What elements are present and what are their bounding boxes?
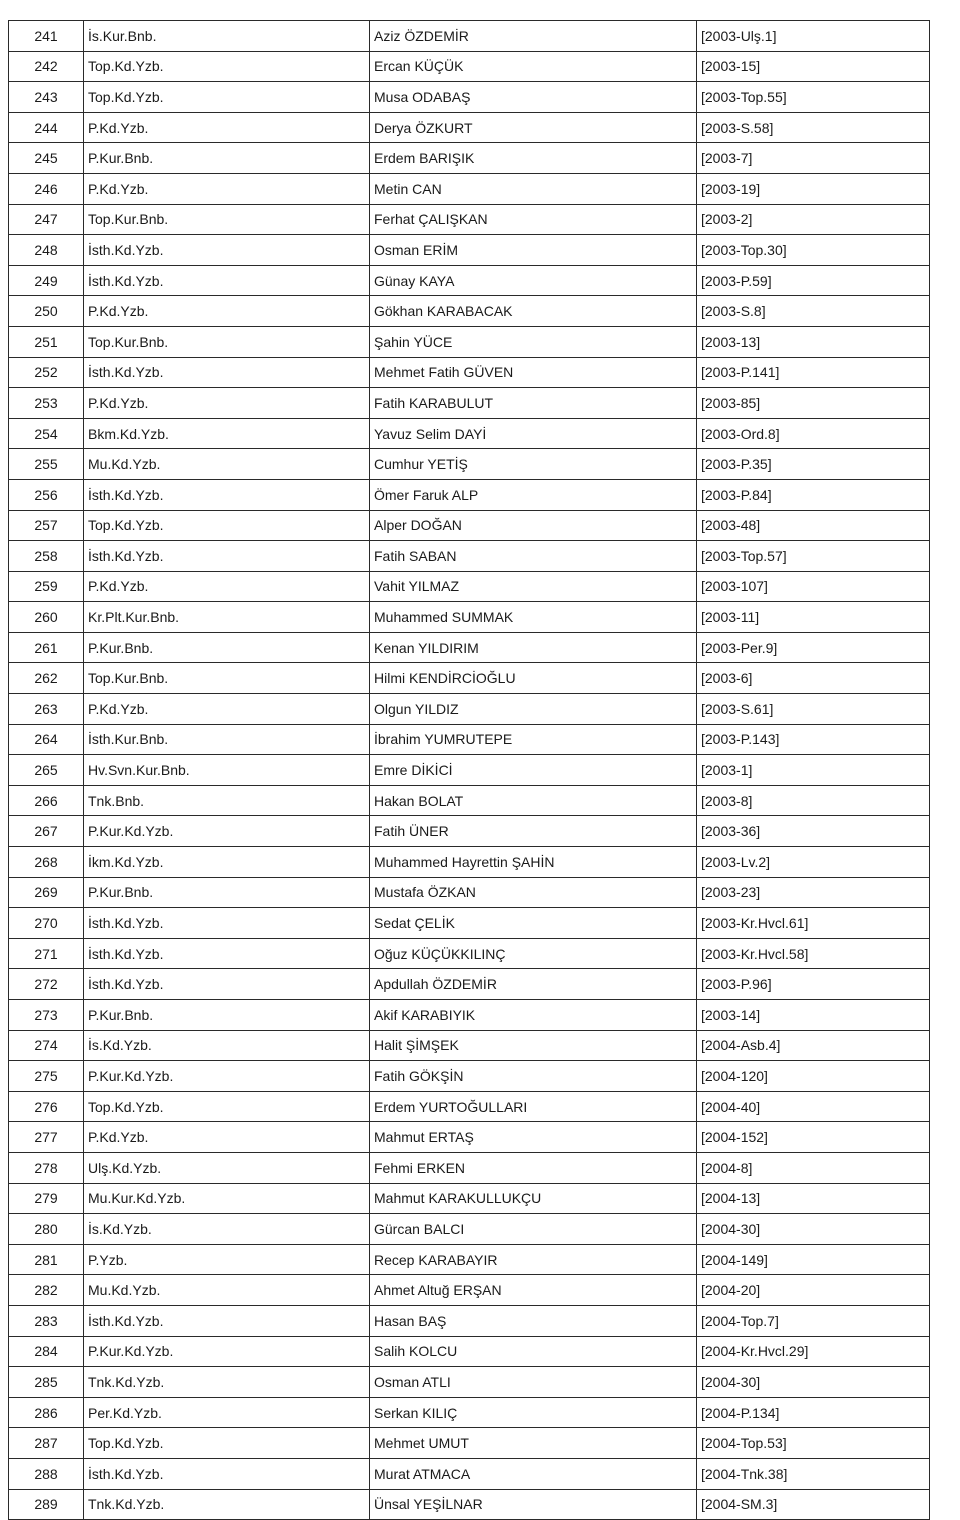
code-cell: [2003-S.61] <box>697 694 930 725</box>
rank-cell: İsth.Kd.Yzb. <box>84 235 370 266</box>
table-row <box>9 724 930 755</box>
rank-cell: İs.Kur.Bnb. <box>84 21 370 52</box>
code-cell: [2003-S.58] <box>697 112 930 143</box>
row-number-cell: 250 <box>9 296 84 327</box>
row-number-cell: 283 <box>9 1305 84 1336</box>
code-cell: [2004-30] <box>697 1367 930 1398</box>
rank-cell: P.Kur.Kd.Yzb. <box>84 1061 370 1092</box>
row-number-cell: 247 <box>9 204 84 235</box>
table-row <box>9 755 930 786</box>
table-row <box>9 112 930 143</box>
row-number-cell: 243 <box>9 82 84 113</box>
name-cell: Fatih KARABULUT <box>370 388 697 419</box>
row-number-cell: 244 <box>9 112 84 143</box>
row-number-cell: 275 <box>9 1061 84 1092</box>
row-number-cell: 282 <box>9 1275 84 1306</box>
name-cell: Fehmi ERKEN <box>370 1152 697 1183</box>
row-number-cell: 257 <box>9 510 84 541</box>
rank-cell: Top.Kd.Yzb. <box>84 51 370 82</box>
row-number-cell: 248 <box>9 235 84 266</box>
rank-cell: P.Kur.Bnb. <box>84 877 370 908</box>
table-row <box>9 21 930 52</box>
code-cell: [2003-Lv.2] <box>697 847 930 878</box>
row-number-cell: 280 <box>9 1214 84 1245</box>
row-number-cell: 260 <box>9 602 84 633</box>
rank-cell: Top.Kd.Yzb. <box>84 82 370 113</box>
name-cell: Osman ERİM <box>370 235 697 266</box>
row-number-cell: 263 <box>9 694 84 725</box>
name-cell: Alper DOĞAN <box>370 510 697 541</box>
table-row <box>9 265 930 296</box>
name-cell: Erdem BARIŞIK <box>370 143 697 174</box>
row-number-cell: 268 <box>9 847 84 878</box>
code-cell: [2003-15] <box>697 51 930 82</box>
rank-cell: İsth.Kd.Yzb. <box>84 969 370 1000</box>
code-cell: [2004-40] <box>697 1091 930 1122</box>
table-row <box>9 541 930 572</box>
rank-cell: P.Kd.Yzb. <box>84 388 370 419</box>
code-cell: [2003-Top.30] <box>697 235 930 266</box>
table-row <box>9 1030 930 1061</box>
name-cell: Akif KARABIYIK <box>370 1000 697 1031</box>
name-cell: Emre DİKİCİ <box>370 755 697 786</box>
name-cell: Ahmet Altuğ ERŞAN <box>370 1275 697 1306</box>
table-row <box>9 1244 930 1275</box>
table-row <box>9 418 930 449</box>
code-cell: [2003-23] <box>697 877 930 908</box>
rank-cell: İsth.Kd.Yzb. <box>84 908 370 939</box>
rank-cell: P.Kd.Yzb. <box>84 296 370 327</box>
table-row <box>9 1061 930 1092</box>
table-row <box>9 1336 930 1367</box>
name-cell: Fatih GÖKŞİN <box>370 1061 697 1092</box>
rank-cell: Top.Kd.Yzb. <box>84 1091 370 1122</box>
table-row <box>9 235 930 266</box>
code-cell: [2003-36] <box>697 816 930 847</box>
rank-cell: Top.Kur.Bnb. <box>84 204 370 235</box>
code-cell: [2003-Top.55] <box>697 82 930 113</box>
rank-cell: P.Kd.Yzb. <box>84 1122 370 1153</box>
row-number-cell: 279 <box>9 1183 84 1214</box>
name-cell: Apdullah ÖZDEMİR <box>370 969 697 1000</box>
rank-cell: P.Kd.Yzb. <box>84 173 370 204</box>
name-cell: Kenan YILDIRIM <box>370 632 697 663</box>
code-cell: [2003-11] <box>697 602 930 633</box>
name-cell: Recep KARABAYIR <box>370 1244 697 1275</box>
row-number-cell: 272 <box>9 969 84 1000</box>
name-cell: Muhammed Hayrettin ŞAHİN <box>370 847 697 878</box>
rank-cell: Top.Kd.Yzb. <box>84 1428 370 1459</box>
code-cell: [2003-107] <box>697 571 930 602</box>
code-cell: [2003-48] <box>697 510 930 541</box>
code-cell: [2004-SM.3] <box>697 1489 930 1520</box>
rank-cell: İsth.Kd.Yzb. <box>84 541 370 572</box>
name-cell: Halit ŞİMŞEK <box>370 1030 697 1061</box>
name-cell: Hakan BOLAT <box>370 785 697 816</box>
rank-cell: P.Kur.Bnb. <box>84 632 370 663</box>
code-cell: [2004-P.134] <box>697 1397 930 1428</box>
rank-cell: İkm.Kd.Yzb. <box>84 847 370 878</box>
code-cell: [2003-P.141] <box>697 357 930 388</box>
rank-cell: P.Kd.Yzb. <box>84 694 370 725</box>
code-cell: [2003-2] <box>697 204 930 235</box>
table-row <box>9 326 930 357</box>
table-row <box>9 1367 930 1398</box>
rank-cell: İs.Kd.Yzb. <box>84 1030 370 1061</box>
table-row <box>9 694 930 725</box>
table-row <box>9 1428 930 1459</box>
code-cell: [2003-P.59] <box>697 265 930 296</box>
row-number-cell: 246 <box>9 173 84 204</box>
name-cell: Gökhan KARABACAK <box>370 296 697 327</box>
row-number-cell: 265 <box>9 755 84 786</box>
table-row <box>9 296 930 327</box>
row-number-cell: 264 <box>9 724 84 755</box>
table-row <box>9 1275 930 1306</box>
row-number-cell: 269 <box>9 877 84 908</box>
table-row <box>9 571 930 602</box>
rank-cell: İsth.Kd.Yzb. <box>84 1458 370 1489</box>
table-row <box>9 1214 930 1245</box>
row-number-cell: 286 <box>9 1397 84 1428</box>
code-cell: [2004-Kr.Hvcl.29] <box>697 1336 930 1367</box>
table-row <box>9 877 930 908</box>
rank-cell: Mu.Kur.Kd.Yzb. <box>84 1183 370 1214</box>
table-row <box>9 1183 930 1214</box>
code-cell: [2003-P.84] <box>697 479 930 510</box>
name-cell: Cumhur YETİŞ <box>370 449 697 480</box>
rank-cell: Top.Kd.Yzb. <box>84 510 370 541</box>
row-number-cell: 252 <box>9 357 84 388</box>
table-row <box>9 1091 930 1122</box>
name-cell: Mustafa ÖZKAN <box>370 877 697 908</box>
rank-cell: İsth.Kd.Yzb. <box>84 479 370 510</box>
table-row <box>9 1000 930 1031</box>
table-row <box>9 969 930 1000</box>
code-cell: [2004-120] <box>697 1061 930 1092</box>
table-row <box>9 479 930 510</box>
row-number-cell: 285 <box>9 1367 84 1398</box>
row-number-cell: 278 <box>9 1152 84 1183</box>
row-number-cell: 284 <box>9 1336 84 1367</box>
table-row <box>9 847 930 878</box>
table-row <box>9 173 930 204</box>
name-cell: Oğuz KÜÇÜKKILINÇ <box>370 938 697 969</box>
code-cell: [2003-Ord.8] <box>697 418 930 449</box>
row-number-cell: 271 <box>9 938 84 969</box>
code-cell: [2003-19] <box>697 173 930 204</box>
name-cell: Muhammed SUMMAK <box>370 602 697 633</box>
code-cell: [2003-7] <box>697 143 930 174</box>
code-cell: [2004-Tnk.38] <box>697 1458 930 1489</box>
rank-cell: P.Kd.Yzb. <box>84 112 370 143</box>
code-cell: [2003-Kr.Hvcl.58] <box>697 938 930 969</box>
code-cell: [2004-149] <box>697 1244 930 1275</box>
table-row <box>9 51 930 82</box>
row-number-cell: 255 <box>9 449 84 480</box>
code-cell: [2004-30] <box>697 1214 930 1245</box>
name-cell: Gürcan BALCI <box>370 1214 697 1245</box>
code-cell: [2003-14] <box>697 1000 930 1031</box>
row-number-cell: 245 <box>9 143 84 174</box>
name-cell: Mehmet Fatih GÜVEN <box>370 357 697 388</box>
code-cell: [2003-Per.9] <box>697 632 930 663</box>
rank-cell: Mu.Kd.Yzb. <box>84 1275 370 1306</box>
name-cell: Serkan KILIÇ <box>370 1397 697 1428</box>
row-number-cell: 277 <box>9 1122 84 1153</box>
table-body <box>9 21 930 1520</box>
table-row <box>9 1489 930 1520</box>
name-cell: Sedat ÇELİK <box>370 908 697 939</box>
rank-cell: Top.Kur.Bnb. <box>84 663 370 694</box>
code-cell: [2003-Ulş.1] <box>697 21 930 52</box>
table-row <box>9 357 930 388</box>
row-number-cell: 274 <box>9 1030 84 1061</box>
code-cell: [2004-Asb.4] <box>697 1030 930 1061</box>
rank-cell: İsth.Kur.Bnb. <box>84 724 370 755</box>
code-cell: [2004-13] <box>697 1183 930 1214</box>
code-cell: [2003-8] <box>697 785 930 816</box>
rank-cell: Mu.Kd.Yzb. <box>84 449 370 480</box>
row-number-cell: 253 <box>9 388 84 419</box>
rank-cell: İsth.Kd.Yzb. <box>84 265 370 296</box>
name-cell: Yavuz Selim DAYİ <box>370 418 697 449</box>
table-row <box>9 663 930 694</box>
table-row <box>9 510 930 541</box>
row-number-cell: 261 <box>9 632 84 663</box>
code-cell: [2004-152] <box>697 1122 930 1153</box>
row-number-cell: 259 <box>9 571 84 602</box>
name-cell: Hilmi KENDİRCİOĞLU <box>370 663 697 694</box>
code-cell: [2004-Top.7] <box>697 1305 930 1336</box>
rank-cell: P.Yzb. <box>84 1244 370 1275</box>
table-row <box>9 1458 930 1489</box>
row-number-cell: 254 <box>9 418 84 449</box>
table-row <box>9 388 930 419</box>
row-number-cell: 289 <box>9 1489 84 1520</box>
code-cell: [2004-20] <box>697 1275 930 1306</box>
name-cell: Ferhat ÇALIŞKAN <box>370 204 697 235</box>
personnel-table <box>8 20 930 1520</box>
name-cell: Olgun YILDIZ <box>370 694 697 725</box>
table-row <box>9 1152 930 1183</box>
table-row <box>9 449 930 480</box>
name-cell: Şahin YÜCE <box>370 326 697 357</box>
row-number-cell: 270 <box>9 908 84 939</box>
table-row <box>9 143 930 174</box>
table-row <box>9 1397 930 1428</box>
name-cell: Salih KOLCU <box>370 1336 697 1367</box>
table-row <box>9 82 930 113</box>
code-cell: [2003-85] <box>697 388 930 419</box>
name-cell: Osman ATLI <box>370 1367 697 1398</box>
rank-cell: Tnk.Kd.Yzb. <box>84 1367 370 1398</box>
row-number-cell: 276 <box>9 1091 84 1122</box>
rank-cell: İsth.Kd.Yzb. <box>84 938 370 969</box>
rank-cell: İs.Kd.Yzb. <box>84 1214 370 1245</box>
row-number-cell: 266 <box>9 785 84 816</box>
name-cell: Musa ODABAŞ <box>370 82 697 113</box>
rank-cell: P.Kur.Kd.Yzb. <box>84 1336 370 1367</box>
name-cell: Erdem YURTOĞULLARI <box>370 1091 697 1122</box>
name-cell: Murat ATMACA <box>370 1458 697 1489</box>
row-number-cell: 281 <box>9 1244 84 1275</box>
rank-cell: Ulş.Kd.Yzb. <box>84 1152 370 1183</box>
row-number-cell: 273 <box>9 1000 84 1031</box>
name-cell: Fatih SABAN <box>370 541 697 572</box>
rank-cell: Kr.Plt.Kur.Bnb. <box>84 602 370 633</box>
document-page <box>8 20 929 1520</box>
table-row <box>9 816 930 847</box>
rank-cell: Bkm.Kd.Yzb. <box>84 418 370 449</box>
name-cell: Mahmut ERTAŞ <box>370 1122 697 1153</box>
rank-cell: İsth.Kd.Yzb. <box>84 357 370 388</box>
table-row <box>9 785 930 816</box>
row-number-cell: 262 <box>9 663 84 694</box>
code-cell: [2003-S.8] <box>697 296 930 327</box>
rank-cell: P.Kur.Bnb. <box>84 143 370 174</box>
row-number-cell: 256 <box>9 479 84 510</box>
rank-cell: Tnk.Kd.Yzb. <box>84 1489 370 1520</box>
code-cell: [2003-P.96] <box>697 969 930 1000</box>
rank-cell: Per.Kd.Yzb. <box>84 1397 370 1428</box>
table-row <box>9 908 930 939</box>
rank-cell: Hv.Svn.Kur.Bnb. <box>84 755 370 786</box>
rank-cell: P.Kd.Yzb. <box>84 571 370 602</box>
table-row <box>9 602 930 633</box>
table-row <box>9 204 930 235</box>
code-cell: [2003-Top.57] <box>697 541 930 572</box>
name-cell: Ünsal YEŞİLNAR <box>370 1489 697 1520</box>
table-row <box>9 938 930 969</box>
row-number-cell: 287 <box>9 1428 84 1459</box>
code-cell: [2003-1] <box>697 755 930 786</box>
rank-cell: Tnk.Bnb. <box>84 785 370 816</box>
row-number-cell: 251 <box>9 326 84 357</box>
name-cell: Hasan BAŞ <box>370 1305 697 1336</box>
name-cell: Ercan KÜÇÜK <box>370 51 697 82</box>
row-number-cell: 242 <box>9 51 84 82</box>
name-cell: Vahit YILMAZ <box>370 571 697 602</box>
name-cell: Metin CAN <box>370 173 697 204</box>
table-row <box>9 1122 930 1153</box>
name-cell: Fatih ÜNER <box>370 816 697 847</box>
table-row <box>9 1305 930 1336</box>
row-number-cell: 249 <box>9 265 84 296</box>
code-cell: [2003-Kr.Hvcl.61] <box>697 908 930 939</box>
name-cell: Mehmet UMUT <box>370 1428 697 1459</box>
code-cell: [2003-6] <box>697 663 930 694</box>
name-cell: Derya ÖZKURT <box>370 112 697 143</box>
code-cell: [2004-8] <box>697 1152 930 1183</box>
rank-cell: P.Kur.Kd.Yzb. <box>84 816 370 847</box>
table-row <box>9 632 930 663</box>
code-cell: [2003-P.143] <box>697 724 930 755</box>
code-cell: [2004-Top.53] <box>697 1428 930 1459</box>
row-number-cell: 241 <box>9 21 84 52</box>
name-cell: İbrahim YUMRUTEPE <box>370 724 697 755</box>
row-number-cell: 288 <box>9 1458 84 1489</box>
name-cell: Aziz ÖZDEMİR <box>370 21 697 52</box>
name-cell: Mahmut KARAKULLUKÇU <box>370 1183 697 1214</box>
code-cell: [2003-13] <box>697 326 930 357</box>
name-cell: Ömer Faruk ALP <box>370 479 697 510</box>
rank-cell: P.Kur.Bnb. <box>84 1000 370 1031</box>
name-cell: Günay KAYA <box>370 265 697 296</box>
row-number-cell: 258 <box>9 541 84 572</box>
rank-cell: İsth.Kd.Yzb. <box>84 1305 370 1336</box>
row-number-cell: 267 <box>9 816 84 847</box>
rank-cell: Top.Kur.Bnb. <box>84 326 370 357</box>
code-cell: [2003-P.35] <box>697 449 930 480</box>
